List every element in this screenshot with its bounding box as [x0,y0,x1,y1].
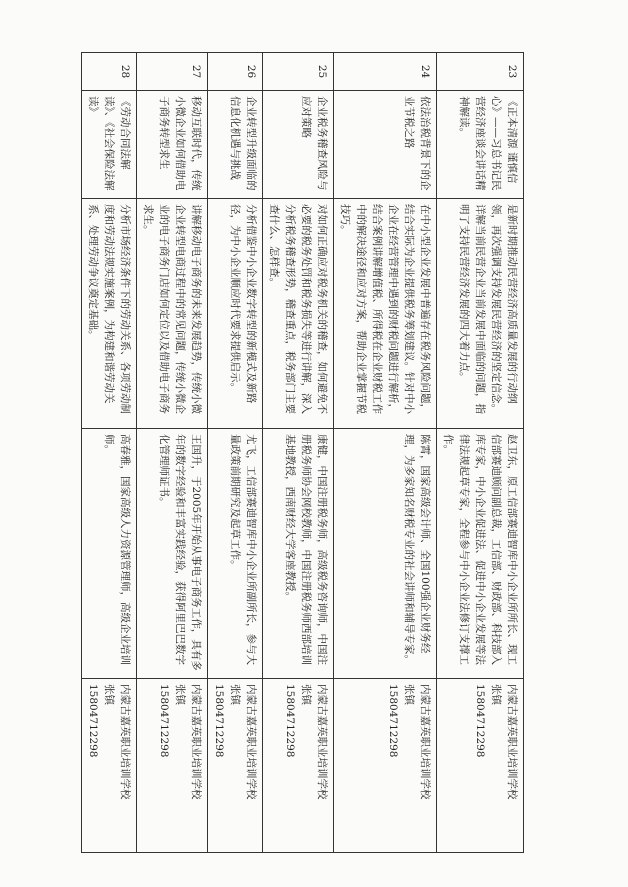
contact-name: 张镇 [229,684,241,705]
contact-phone: 15804712298 [284,684,296,758]
training-unit [82,679,137,853]
table-row [437,53,524,853]
unit-name: 内蒙古嘉英职业培训学校 [245,684,257,800]
contact-name: 张镇 [403,684,415,705]
contact-phone: 15804712298 [387,684,399,758]
contact-phone: 15804712298 [474,684,486,758]
course-content: 在中小型企业发展中普遍存在税务风险问题，结合实际为企业提供税务筹划建议。针对中小企业在经营管理中遇到的财税问题进行解析，结合案例讲解增值税、所得税在企业财税工作中的解决途径和应对方案，帮助企业掌握节税技巧。 [334,199,437,429]
table-row [334,53,437,853]
table-row [137,53,208,853]
contact-phone: 15804712298 [87,684,99,758]
teacher-profile: 陈霄，国家高级会计师、全国100强企业财务经理，为多家知名财税专业的社会讲师和辅导专家。 [334,429,437,679]
unit-name: 内蒙古嘉英职业培训学校 [190,684,202,800]
table-row [82,53,137,853]
training-unit [137,679,208,853]
unit-name: 内蒙古嘉英职业培训学校 [419,684,431,800]
course-content: 分析借鉴中小企业数字转型的新模式及新路径，为中小企业顺应时代要求提供启示。 [208,199,263,429]
row-number: 26 [208,53,263,91]
course-content: 讲解移动电子商务的未来发展趋势，传统小微企业转型电商过程中的常见问题，传统小微企业的电子商务门店如何定位以及借助电子商务求生。 [137,199,208,429]
training-unit [263,679,334,853]
course-title: 企业转型升级面临的信息化机遇与挑战 [208,91,263,199]
training-unit [437,679,524,853]
row-number: 27 [137,53,208,91]
training-course-table [81,52,524,853]
course-title: 《劳动合同法解读》、《社会保险法解读》 [82,91,137,199]
course-title: 《正本清源 谨慎信心》——习总书记民营经济座谈会讲话精神解读。 [437,91,524,199]
contact-phone: 15804712298 [158,684,170,758]
contact-name: 张镇 [103,684,115,705]
course-title: 依法治税背景下的企业节税之路 [334,91,437,199]
row-number: 23 [437,53,524,91]
contact-name: 张镇 [490,684,502,705]
teacher-profile: 尤飞，工信部赛迪智库中小企业所副所长，参与大量政策前期研究及起草工作。 [208,429,263,679]
course-title: 移动互联时代，传统小微企业如何借助电子商务转型求生 [137,91,208,199]
contact-name: 张镇 [300,684,312,705]
teacher-profile: 赵卫东，原工信部赛迪智库中小企业所所长、现工信部赛迪顾问副总裁，工信部、财政部、科技部入库专家，中小企业促进法、促进中小企业发展等法律法规起草专家，全程参与中小企业法修订支撑工作。 [437,429,524,679]
unit-name: 内蒙古嘉英职业培训学校 [316,684,328,800]
contact-phone: 15804712298 [213,684,225,758]
contact-name: 张镇 [174,684,186,705]
course-content: 是新时期推动民营经济高质量发展的行动纲领，再次强调支持发展民营经济的坚定信念。详解当前民营企业当前发展中面临的问题，指明了支持民营经济发展的四大着力点。 [437,199,524,429]
teacher-profile: 王国升，于2005年开始从事电子商务工作，具有多年的数字经验和丰富实践经验，获得阿里巴巴数字化管理师证书。 [137,429,208,679]
training-unit [208,679,263,853]
unit-name: 内蒙古嘉英职业培训学校 [506,684,518,800]
table-row [263,53,334,853]
rotated-table-wrapper [84,52,524,852]
table-row [208,53,263,853]
course-content: 对如何正确应对税务机关的稽查，如何避免不必要的税务处罚和税务损失等进行讲解，深入分析税务稽查形势，稽查重点，税务部门主要查什么、怎样查。 [263,199,334,429]
unit-name: 内蒙古嘉英职业培训学校 [119,684,131,800]
course-content: 分析市场经济条件下的劳动关系、各项劳动制度和劳动法规实施案例，为构建和谐劳动关系、处理劳动争议奠定基础。 [82,199,137,429]
row-number: 25 [263,53,334,91]
row-number: 28 [82,53,137,91]
teacher-profile: 康健，中国注册税务师，高级税务咨询师，中国注册税务师协会网校教师，中国注册税务师西部培训基地教授，西南财经大学客座教授。 [263,429,334,679]
row-number: 24 [334,53,437,91]
course-title: 企业税务稽查风险与应对策略 [263,91,334,199]
training-unit [334,679,437,853]
teacher-profile: 高春雅，国家高级人力资源管理师，高级企业培训师。 [82,429,137,679]
